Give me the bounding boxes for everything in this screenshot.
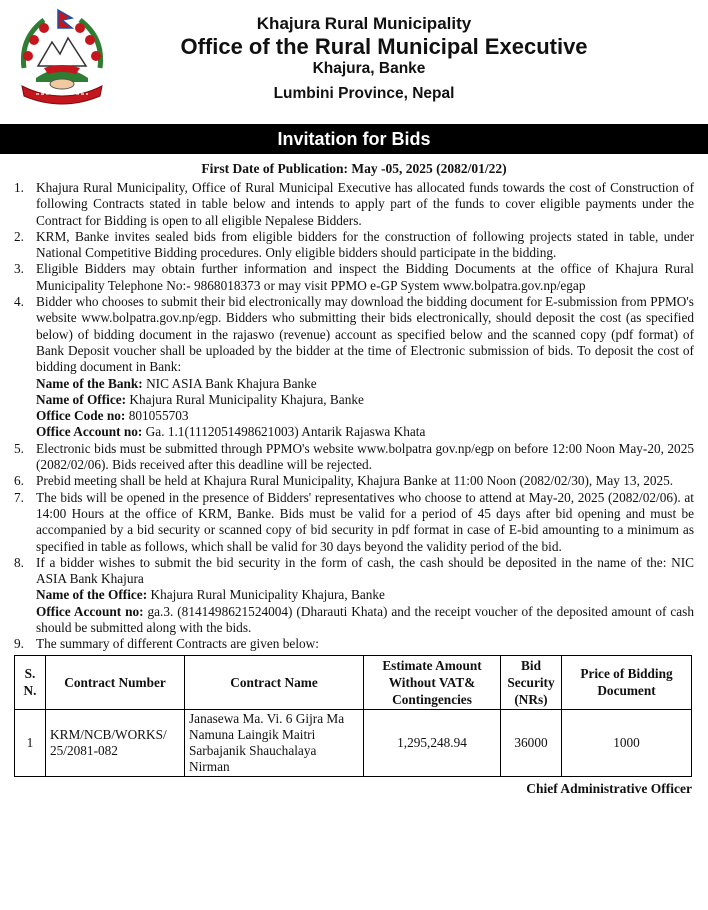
notice-items — [14, 180, 694, 653]
list-item — [14, 636, 694, 652]
office-name: Office of the Rural Municipal Executive — [180, 34, 588, 60]
list-item — [14, 473, 694, 489]
bank-name-label: Name of the Bank: — [36, 375, 143, 391]
cell-bid-security: 36000 — [501, 709, 562, 776]
item-text: KRM, Banke invites sealed bids from eligible bidders for the construction of following projects stated in table, under National Competitive Bidding procedures. Only eligible bidders should participate in the bidding. — [36, 228, 694, 261]
office-name-label: Name of Office: — [36, 391, 127, 407]
list-item — [14, 441, 694, 474]
list-item — [14, 229, 694, 262]
table-row — [15, 709, 692, 776]
office-name-value: Khajura Rural Municipality Khajura, Banke — [147, 587, 385, 603]
item-text: Electronic bids must be submitted through PPMO's website www.bolpatra gov.np/egp on before 12:00 Noon May-20, 2025 (2082/02/06). Bids received after this deadline will be rejected. — [36, 440, 694, 473]
item-number: 8. — [14, 554, 24, 570]
bank-name-value: NIC ASIA Bank Khajura Banke — [142, 375, 317, 391]
office-code-line — [36, 408, 694, 424]
office-account-line — [36, 604, 694, 637]
item-number: 6. — [14, 473, 24, 489]
list-item — [14, 294, 694, 441]
item-number: 9. — [14, 636, 24, 652]
letterhead — [0, 0, 708, 122]
item-number: 2. — [14, 228, 24, 244]
cell-contract-number: KRM/NCB/WORKS/ 25/2081-082 — [46, 709, 185, 776]
header-contract-name: Contract Name — [185, 655, 364, 709]
nepal-government-emblem-icon — [14, 8, 110, 108]
office-name-line — [36, 587, 694, 603]
item-number: 7. — [14, 489, 24, 505]
item-number: 1. — [14, 180, 24, 195]
cell-document-price: 1000 — [562, 709, 692, 776]
office-location: Khajura, Banke — [312, 60, 426, 77]
office-account-label: Office Account no: — [36, 424, 143, 440]
table-header-row — [15, 655, 692, 709]
office-name-label: Name of the Office: — [36, 587, 148, 603]
municipality-name: Khajura Rural Municipality — [256, 14, 472, 33]
item-number: 4. — [14, 294, 24, 310]
cell-estimate-amount: 1,295,248.94 — [364, 709, 501, 776]
item-text: Bidder who chooses to submit their bid electronically may download the bidding document for E-submission from PPMO's website www.bolpatra.gov.np/egp. Bidders who submitting their bids electronically, should deposit the cost (as specified below) of bidding document in the rajaswo (revenue) account as specified below and the scanned copy (pdf format) of Bank Deposit voucher shall be uploaded by the bidder at the time of Electronic submission of bids. To deposit the cost of bidding document in Bank: — [36, 294, 694, 375]
item-text: Khajura Rural Municipality, Office of Rural Municipal Executive has allocated funds towards the cost of Construction of following Contracts stated in table below and intends to apply part of the funds to cover eligible payments under the Contract for Bidding is open to all eligible Nepalese Bidders. — [36, 180, 694, 228]
list-item — [14, 261, 694, 294]
header-sn: S. N. — [15, 655, 46, 709]
contracts-table — [14, 655, 692, 777]
bank-name-line — [36, 376, 694, 392]
publication-date: First Date of Publication: May -05, 2025 (2082/01/22) — [201, 161, 507, 176]
header-estimate-amount: Estimate Amount Without VAT& Contingencies — [364, 655, 501, 709]
signatory-title: Chief Administrative Officer — [526, 780, 692, 796]
header-document-price: Price of Bidding Document — [562, 655, 692, 709]
list-item — [14, 180, 694, 229]
office-name-value: Khajura Rural Municipality Khajura, Banke — [126, 391, 364, 407]
office-account-value: ga.3. (8141498621524004) (Dharauti Khata) and the receipt voucher of the deposited amount of cash should be submitted along with the bids. — [36, 603, 694, 636]
cell-contract-name: Janasewa Ma. Vi. 6 Gijra Ma Namuna Laingik Maitri Sarbajanik Shauchalaya Nirman — [185, 709, 364, 776]
item-body — [36, 294, 694, 441]
item-number: 3. — [14, 261, 24, 277]
header-bid-security: Bid Security (NRs) — [501, 655, 562, 709]
header-contract-number: Contract Number — [46, 655, 185, 709]
list-item — [14, 490, 694, 555]
office-name-line — [36, 392, 694, 408]
item-text: The summary of different Contracts are given below: — [36, 636, 319, 652]
item-text: Prebid meeting shall be held at Khajura Rural Municipality, Khajura Banke at 11:00 Noon (2082/02/30), May 13, 2025. — [36, 473, 674, 489]
item-text: If a bidder wishes to submit the bid security in the form of cash, the cash should be deposited in the name of the: NIC ASIA Bank Khajura — [36, 554, 694, 587]
office-code-value: 801055703 — [125, 408, 189, 424]
item-text: The bids will be opened in the presence of Bidders' representatives who choose to attend at May-20, 2025 (2082/02/06). at 14:00 Hours at the office of KRM, Banke. Bids must be valid for a period of 45 days after bid opening and must be accompanied by a bid security or scanned copy of bid security in pdf format in case of E-bid amounting to a minimum as specified in table as follows, which shall be valid for 30 days beyond the validity period of the bid. — [36, 489, 694, 554]
province-country: Lumbini Province, Nepal — [273, 85, 455, 103]
office-code-label: Office Code no: — [36, 408, 126, 424]
cell-sn: 1 — [15, 709, 46, 776]
office-account-line — [36, 424, 694, 440]
office-account-value: Ga. 1.1(1112051498621003) Antarik Rajaswa Khata — [142, 424, 426, 440]
item-body — [36, 555, 694, 636]
item-text: Eligible Bidders may obtain further information and inspect the Bidding Documents at the office of Khajura Rural Municipality Telephone No:- 9868018373 or may visit PPMO e-GP System www.bolpatra.gov.np/egap — [36, 261, 694, 293]
office-account-label: Office Account no: — [36, 603, 144, 619]
list-item — [14, 555, 694, 636]
item-number: 5. — [14, 440, 24, 456]
notice-title-banner: Invitation for Bids — [0, 124, 708, 154]
